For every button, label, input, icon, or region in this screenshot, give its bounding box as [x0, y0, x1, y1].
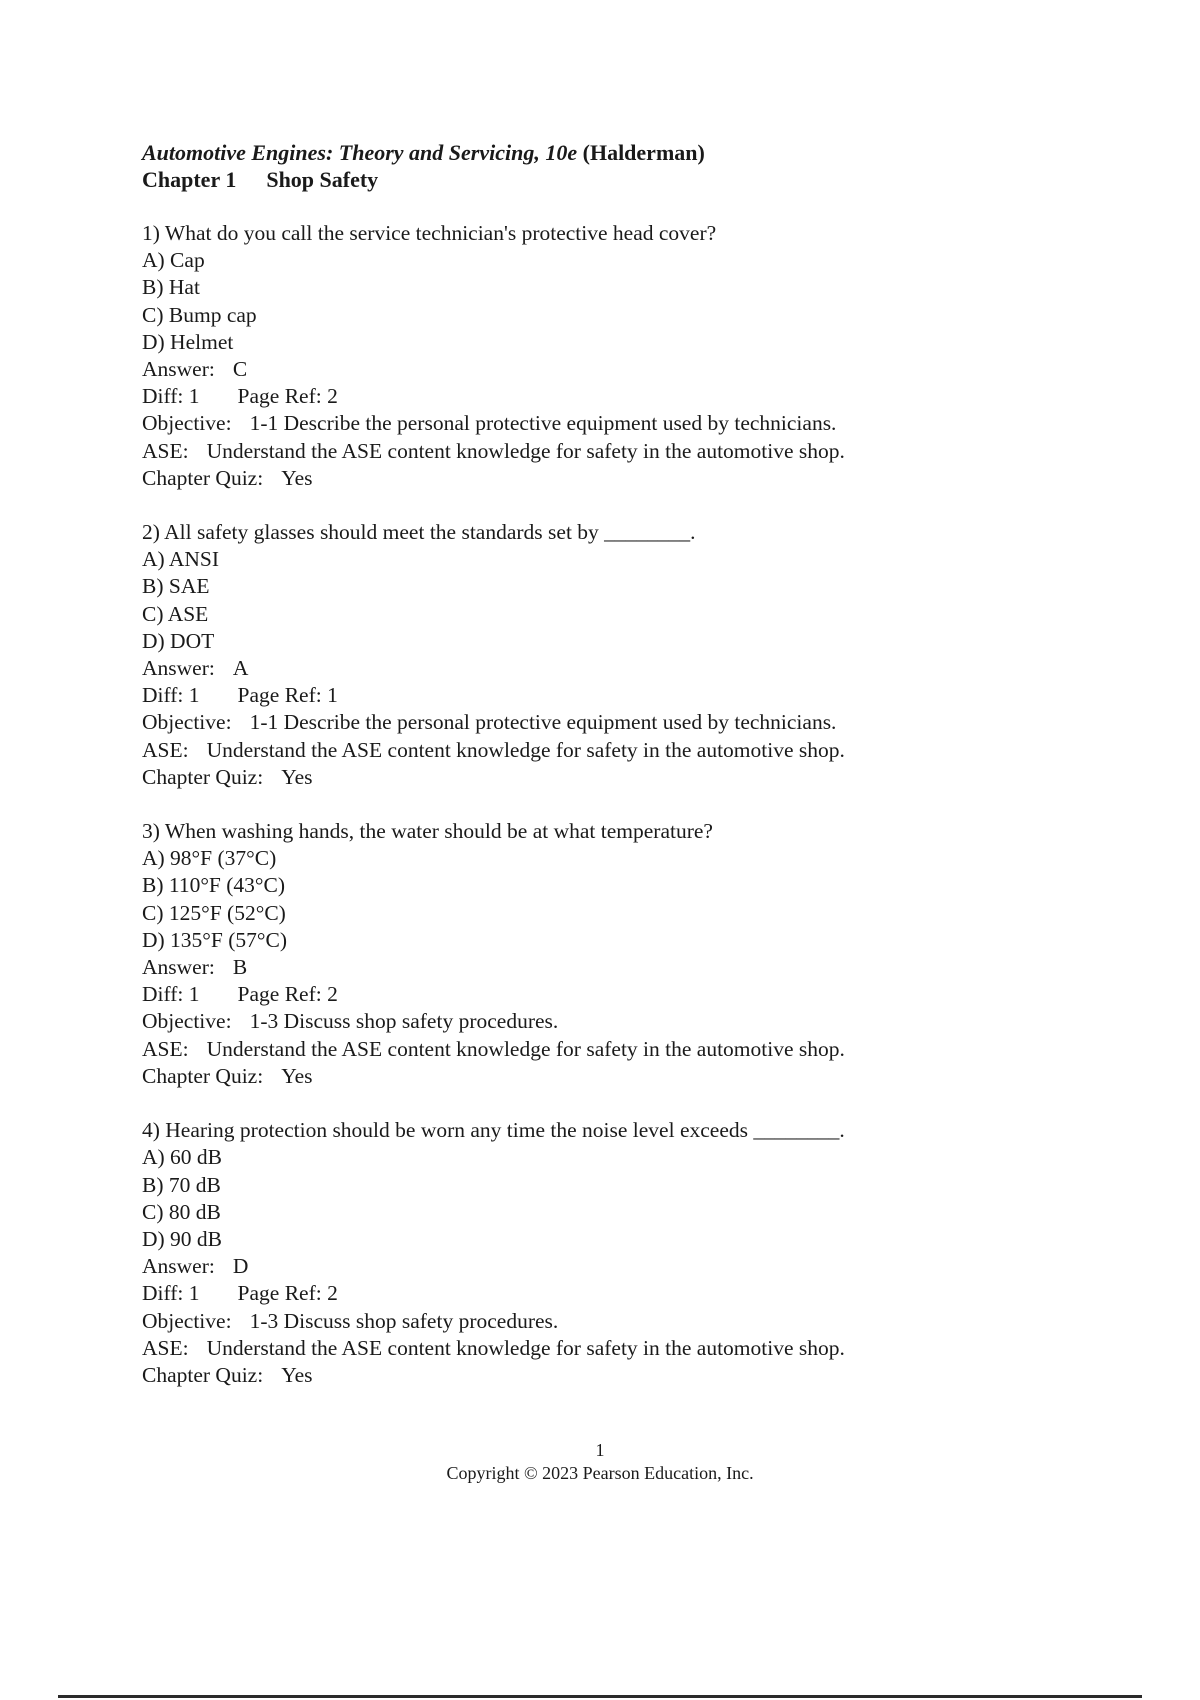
difficulty: Diff: 1 [142, 384, 200, 409]
meta-line [142, 981, 1042, 1008]
answer-option: A) Cap [142, 248, 205, 273]
answer-label: Answer: [142, 1254, 215, 1279]
objective-label: Objective: [142, 1009, 232, 1034]
ase-line [142, 1335, 1042, 1362]
chapter-title: Shop Safety [266, 167, 379, 192]
question-block [142, 1117, 1042, 1389]
answer-option: D) 135°F (57°C) [142, 927, 287, 952]
objective-text: 1-3 Discuss shop safety procedures. [249, 1009, 559, 1034]
ase-label: ASE: [142, 438, 189, 463]
answer-value: A [232, 656, 249, 681]
chapter-quiz-label: Chapter Quiz: [142, 1362, 264, 1387]
objective-line [142, 1308, 1042, 1335]
page-ref: Page Ref: 2 [237, 384, 338, 409]
objective-label: Objective: [142, 710, 232, 735]
answer-option: A) 98°F (37°C) [142, 846, 277, 871]
objective-label: Objective: [142, 411, 232, 436]
ase-text: Understand the ASE content knowledge for safety in the automotive shop. [206, 1036, 845, 1061]
meta-line [142, 383, 1042, 410]
chapter-quiz-line [142, 764, 1042, 791]
chapter-quiz-line [142, 1362, 1042, 1389]
objective-text: 1-1 Describe the personal protective equipment used by technicians. [249, 411, 837, 436]
chapter-quiz-value: Yes [281, 1362, 313, 1387]
objective-line [142, 410, 1042, 437]
ase-label: ASE: [142, 737, 189, 762]
answer-option: B) Hat [142, 275, 200, 300]
question-stem: 2) All safety glasses should meet the standards set by ________. [142, 520, 696, 545]
chapter-heading [142, 166, 1042, 193]
answer-line [142, 356, 1042, 383]
question-block [142, 220, 1042, 492]
answer-option: D) DOT [142, 628, 215, 653]
objective-line [142, 1008, 1042, 1035]
answer-option: D) Helmet [142, 329, 234, 354]
answer-option: B) 110°F (43°C) [142, 873, 286, 898]
chapter-label: Chapter 1 [142, 167, 237, 192]
difficulty: Diff: 1 [142, 982, 200, 1007]
copyright-notice: Copyright © 2023 Pearson Education, Inc. [446, 1463, 754, 1483]
answer-line [142, 954, 1042, 981]
chapter-quiz-value: Yes [281, 465, 313, 490]
ase-text: Understand the ASE content knowledge for safety in the automotive shop. [206, 1335, 845, 1360]
answer-option: C) 125°F (52°C) [142, 900, 286, 925]
meta-line [142, 1280, 1042, 1307]
ase-line [142, 1036, 1042, 1063]
ase-text: Understand the ASE content knowledge for safety in the automotive shop. [206, 737, 845, 762]
chapter-quiz-line [142, 465, 1042, 492]
page-number: 1 [595, 1440, 605, 1460]
answer-line [142, 655, 1042, 682]
answer-value: D [232, 1254, 249, 1279]
answer-label: Answer: [142, 955, 215, 980]
ase-line [142, 438, 1042, 465]
chapter-quiz-label: Chapter Quiz: [142, 1063, 264, 1088]
answer-option: C) Bump cap [142, 302, 257, 327]
question-stem: 4) Hearing protection should be worn any time the noise level exceeds ________. [142, 1118, 845, 1143]
answer-option: C) ASE [142, 601, 209, 626]
book-title-line [142, 139, 1042, 166]
chapter-quiz-label: Chapter Quiz: [142, 764, 264, 789]
question-block [142, 818, 1042, 1090]
answer-option: D) 90 dB [142, 1226, 223, 1251]
answer-value: C [232, 357, 248, 382]
objective-line [142, 709, 1042, 736]
author: (Halderman) [582, 140, 705, 165]
objective-label: Objective: [142, 1308, 232, 1333]
answer-label: Answer: [142, 357, 215, 382]
question-stem: 1) What do you call the service technician's protective head cover? [142, 221, 717, 245]
answer-line [142, 1253, 1042, 1280]
chapter-quiz-label: Chapter Quiz: [142, 465, 264, 490]
ase-label: ASE: [142, 1335, 189, 1360]
page-ref: Page Ref: 2 [237, 982, 338, 1007]
difficulty: Diff: 1 [142, 683, 200, 708]
objective-text: 1-3 Discuss shop safety procedures. [249, 1308, 559, 1333]
chapter-quiz-line [142, 1063, 1042, 1090]
chapter-quiz-value: Yes [281, 764, 313, 789]
objective-text: 1-1 Describe the personal protective equipment used by technicians. [249, 710, 837, 735]
ase-label: ASE: [142, 1036, 189, 1061]
difficulty: Diff: 1 [142, 1281, 200, 1306]
meta-line [142, 682, 1042, 709]
page-ref: Page Ref: 1 [237, 683, 338, 708]
ase-text: Understand the ASE content knowledge for safety in the automotive shop. [206, 438, 845, 463]
answer-option: B) SAE [142, 574, 210, 599]
answer-value: B [232, 955, 248, 980]
page-content [142, 139, 1042, 1389]
book-title: Automotive Engines: Theory and Servicing, 10e [142, 140, 578, 165]
chapter-quiz-value: Yes [281, 1063, 313, 1088]
bottom-divider [58, 1695, 1142, 1698]
page-ref: Page Ref: 2 [237, 1281, 338, 1306]
answer-option: A) ANSI [142, 547, 220, 572]
ase-line [142, 737, 1042, 764]
answer-option: C) 80 dB [142, 1199, 221, 1224]
answer-option: B) 70 dB [142, 1172, 221, 1197]
question-block [142, 519, 1042, 791]
answer-option: A) 60 dB [142, 1145, 223, 1170]
question-stem: 3) When washing hands, the water should be at what temperature? [142, 819, 713, 844]
answer-label: Answer: [142, 656, 215, 681]
